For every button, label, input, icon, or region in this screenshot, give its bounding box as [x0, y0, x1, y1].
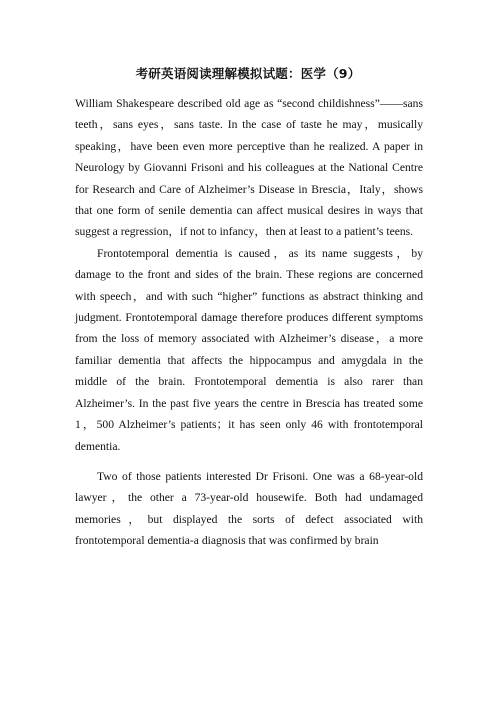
- document-body: [75, 93, 423, 552]
- paragraph-1: William Shakespeare described old age as “second childishness”——sans teeth，sans eyes，sans taste. In the case of taste he may，musically speaking，have been even more perceptive than he realized. A paper in Neurology by Giovanni Frisoni and his colleagues at the National Centre for Research and Care of Alzheimer’s Disease in Brescia，Italy，shows that one form of senile dementia can affect musical desires in ways that suggest a regression，if not to infancy，then at least to a patient’s teens.: [75, 97, 423, 239]
- document-title: 考研英语阅读理解模拟试题：医学（9）: [135, 66, 361, 81]
- paragraph-3: Two of those patients interested Dr Frisoni. One was a 68-year-old lawyer，the other a 73-year-old housewife. Both had undamaged memories，but displayed the sorts of defect associated with frontotemporal dementia-a diagnosis that was confirmed by brain: [75, 469, 423, 548]
- paragraph-2: Frontotemporal dementia is caused，as its name suggests，by damage to the front and sides of the brain. These regions are concerned with speech，and with such “higher” functions as abstract thinking and judgment. Frontotemporal damage therefore produces different symptoms from the loss of memory associated with Alzheimer’s disease，a more familiar dementia that affects the hippocampus and amygdala in the middle of the brain. Frontotemporal dementia is also rarer than Alzheimer’s. In the past five years the centre in Brescia has treated some 1，500 Alzheimer’s patients；it has seen only 46 with frontotemporal dementia.: [75, 246, 423, 453]
